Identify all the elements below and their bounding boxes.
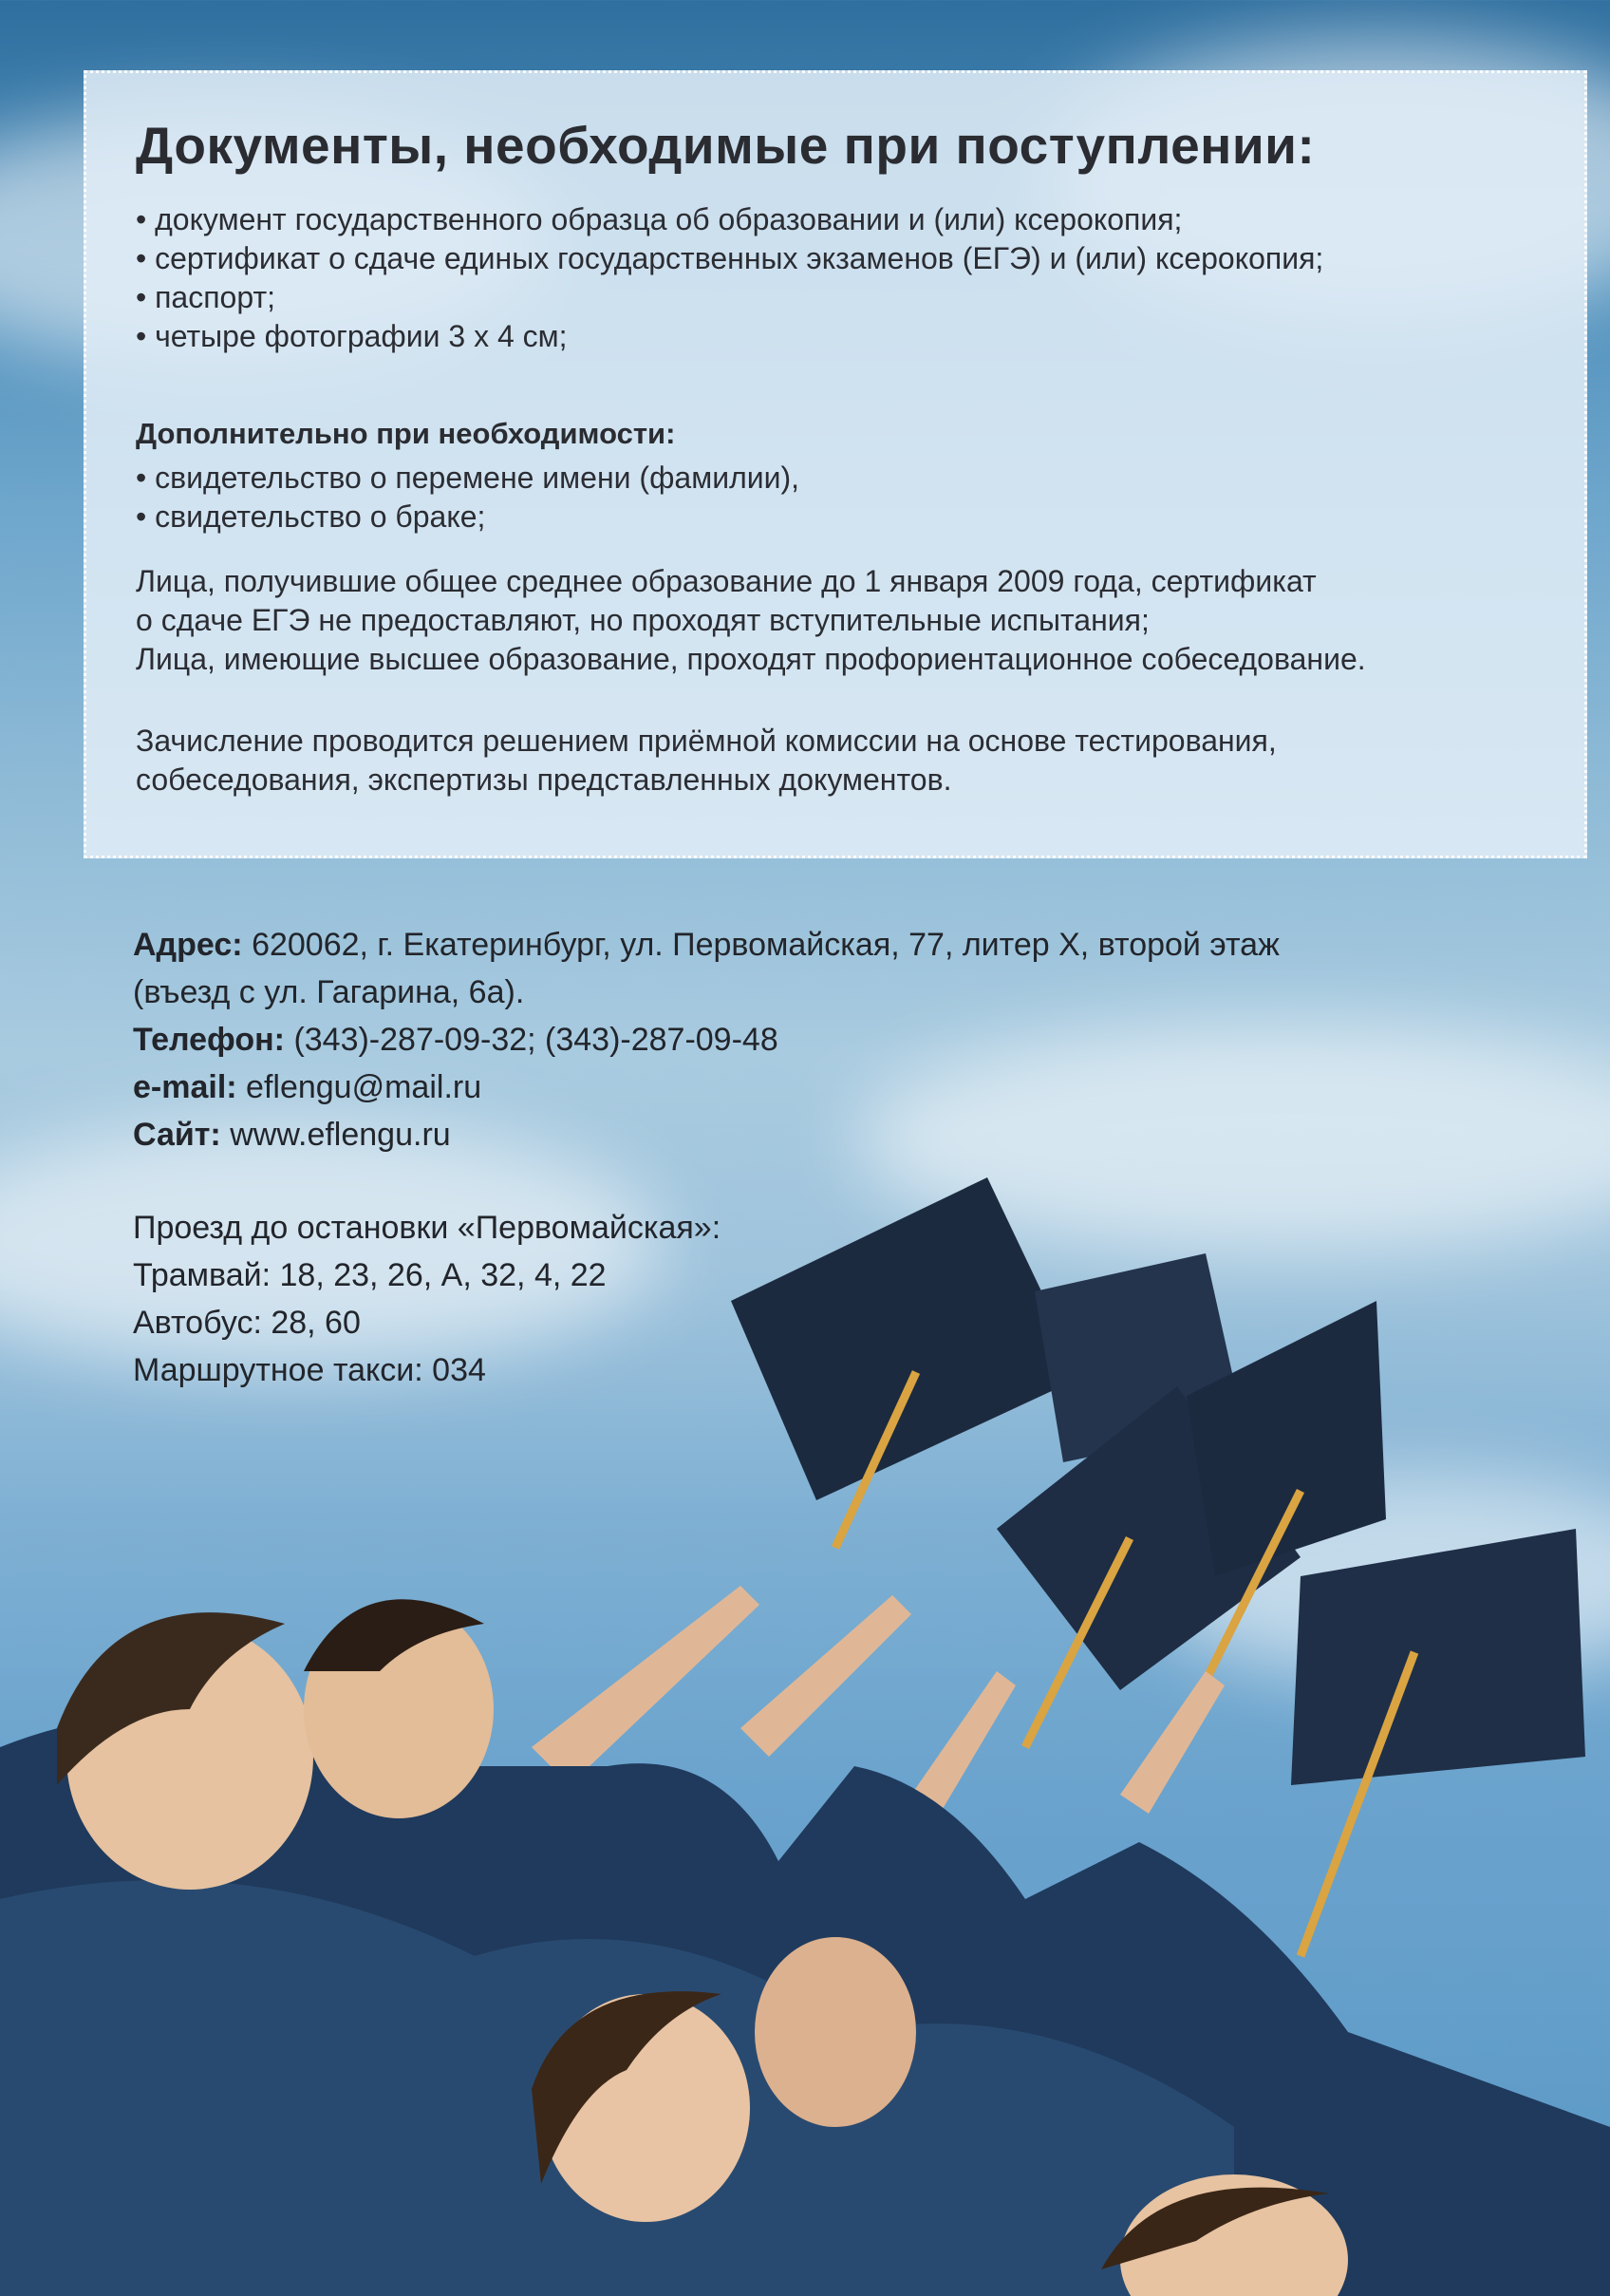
taxi-routes: Маршрутное такси: 034 (133, 1352, 486, 1388)
additional-heading: Дополнительно при необходимости: (136, 417, 676, 450)
address-value: 620062, г. Екатеринбург, ул. Первомайская, 77, литер Х, второй этаж (252, 927, 1280, 963)
bus-routes: Автобус: 28, 60 (133, 1305, 361, 1341)
address-row (133, 921, 1280, 969)
address-value-continued: (въезд с ул. Гагарина, 6а). (133, 974, 525, 1010)
enrollment-line: Зачисление проводится решением приёмной комиссии на основе тестирования, (136, 724, 1277, 758)
transport-heading: Проезд до остановки «Первомайская»: (133, 1210, 721, 1246)
email-row (133, 1063, 1280, 1111)
tram-routes: Трамвай: 18, 23, 26, А, 32, 4, 22 (133, 1257, 607, 1293)
email-label: e-mail: (133, 1069, 237, 1105)
list-item: • свидетельство о браке; (136, 498, 799, 536)
exam-note (136, 562, 1366, 679)
graduation-cap-icon (1291, 1529, 1585, 1956)
address-label: Адрес: (133, 927, 243, 963)
additional-documents-list (136, 459, 799, 536)
note-line: Лица, получившие общее среднее образование до 1 января 2009 года, сертификат (136, 564, 1317, 598)
enrollment-note (136, 722, 1277, 800)
list-item: • свидетельство о перемене имени (фамилии), (136, 459, 799, 498)
site-row (133, 1111, 1280, 1158)
required-documents-list (136, 200, 1323, 356)
list-item: • паспорт; (136, 278, 1323, 317)
documents-title: Документы, необходимые при поступлении: (136, 116, 1316, 175)
note-line: о сдаче ЕГЭ не предоставляют, но проходят вступительные испытания; (136, 603, 1150, 637)
graduation-cap-icon (731, 1177, 1082, 1548)
graduation-photo (0, 1177, 1610, 2296)
list-item: • четыре фотографии 3 х 4 см; (136, 317, 1323, 356)
site-label: Сайт: (133, 1117, 221, 1153)
note-line: Лица, имеющие высшее образование, проходят профориентационное собеседование. (136, 642, 1366, 676)
phone-row (133, 1016, 1280, 1063)
enrollment-line: собеседования, экспертизы представленных документов. (136, 762, 952, 797)
documents-card (84, 70, 1587, 858)
email-value: eflengu@mail.ru (246, 1069, 482, 1105)
phone-value: (343)-287-09-32; (343)-287-09-48 (293, 1022, 778, 1058)
phone-label: Телефон: (133, 1022, 285, 1058)
address-row-continued (133, 969, 1280, 1016)
site-value: www.eflengu.ru (230, 1117, 451, 1153)
list-item: • сертификат о сдаче единых государственных экзаменов (ЕГЭ) и (или) ксерокопия; (136, 239, 1323, 278)
list-item: • документ государственного образца об образовании и (или) ксерокопия; (136, 200, 1323, 239)
contacts-block (133, 921, 1280, 1158)
